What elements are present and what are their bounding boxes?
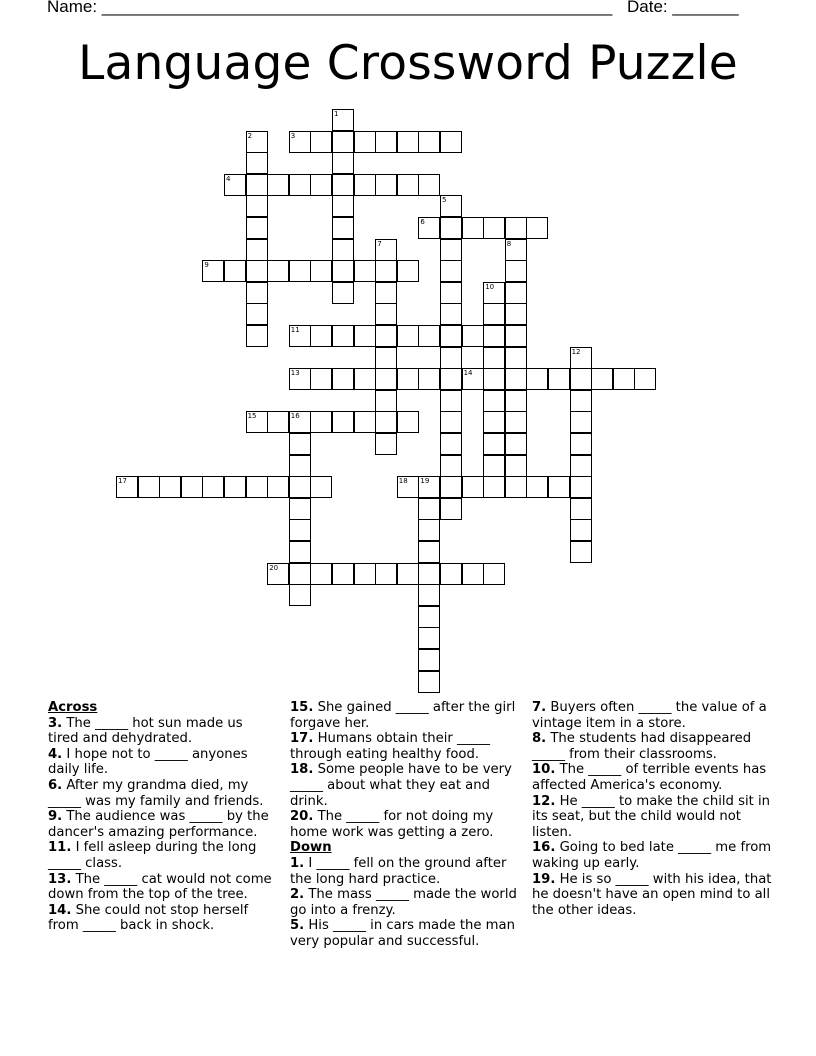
crossword-cell[interactable]	[505, 217, 527, 239]
clue-number-label: 5	[442, 196, 447, 205]
clue-across-20	[290, 809, 518, 840]
clue-text: The audience was _____ by the dancer's amazing performance.	[48, 809, 269, 840]
crossword-cell[interactable]	[354, 131, 376, 153]
crossword-cell[interactable]	[483, 325, 505, 347]
crossword-cell[interactable]	[418, 563, 440, 585]
clues-column-1	[48, 700, 273, 934]
crossword-cell[interactable]	[332, 260, 354, 282]
crossword-cell[interactable]	[267, 411, 289, 433]
clue-number-label: 11	[290, 326, 300, 334]
crossword-cell[interactable]	[418, 627, 440, 649]
clue-number-label: 7	[377, 239, 382, 248]
crossword-cell[interactable]	[397, 260, 419, 282]
crossword-cell[interactable]	[570, 347, 592, 369]
crossword-cell[interactable]	[332, 217, 354, 239]
crossword-cell[interactable]	[440, 411, 462, 433]
clue-number: 19.	[532, 871, 556, 887]
clue-number: 6.	[48, 777, 63, 793]
crossword-cell[interactable]	[570, 455, 592, 477]
crossword-cell[interactable]	[440, 433, 462, 455]
clue-down-5	[290, 918, 518, 949]
clue-number: 5.	[290, 918, 305, 934]
crossword-cell[interactable]	[375, 239, 397, 261]
clue-number-label: 13	[290, 369, 300, 378]
clue-down-2	[290, 887, 518, 918]
clue-number: 12.	[532, 793, 556, 809]
clue-text: I hope not to _____ anyones daily life.	[48, 746, 248, 778]
crossword-cell[interactable]	[246, 411, 268, 433]
crossword-cell[interactable]	[246, 174, 268, 196]
crossword-cell[interactable]	[440, 303, 462, 325]
clue-number-label: 8	[506, 239, 512, 248]
crossword-cell[interactable]	[246, 325, 268, 347]
clue-down-7	[532, 700, 772, 731]
crossword-cell[interactable]	[591, 368, 613, 390]
crossword-cell[interactable]	[310, 260, 332, 282]
crossword-cell[interactable]	[462, 325, 484, 347]
crossword-cell[interactable]	[526, 217, 548, 239]
crossword-cell[interactable]	[224, 260, 246, 282]
crossword-cell[interactable]	[462, 563, 484, 585]
crossword-cell[interactable]	[332, 563, 354, 585]
crossword-cell[interactable]	[375, 260, 397, 282]
clue-number: 9.	[48, 809, 63, 825]
clue-number: 4.	[48, 746, 63, 762]
crossword-cell[interactable]	[462, 368, 484, 390]
crossword-cell[interactable]	[246, 239, 268, 261]
crossword-cell[interactable]	[418, 671, 440, 693]
clue-down-16	[532, 840, 772, 871]
crossword-cell[interactable]	[418, 131, 440, 153]
clue-number-label: 12	[571, 347, 581, 356]
crossword-cell[interactable]	[246, 476, 268, 498]
crossword-cell[interactable]	[375, 325, 397, 347]
crossword-cell[interactable]	[289, 519, 311, 541]
clue-number: 14.	[48, 902, 72, 918]
crossword-cell[interactable]	[526, 476, 548, 498]
clue-text: The _____ of terrible events has affected America's economy.	[532, 762, 767, 793]
crossword-cell[interactable]	[246, 282, 268, 304]
crossword-cell[interactable]	[505, 303, 527, 325]
crossword-cell[interactable]	[332, 131, 354, 153]
crossword-cell[interactable]	[354, 260, 376, 282]
crossword-cell[interactable]	[418, 519, 440, 541]
crossword-cell[interactable]	[570, 519, 592, 541]
crossword-cell[interactable]	[483, 347, 505, 369]
crossword-cell[interactable]	[375, 411, 397, 433]
crossword-cell[interactable]	[440, 476, 462, 498]
crossword-cell[interactable]	[246, 217, 268, 239]
crossword-cell[interactable]	[483, 282, 505, 304]
clue-number: 3.	[48, 715, 63, 731]
crossword-cell[interactable]	[570, 541, 592, 563]
clue-number-label: 15	[247, 412, 257, 421]
crossword-cell[interactable]	[332, 368, 354, 390]
clue-number: 11.	[48, 840, 72, 856]
crossword-cell[interactable]	[397, 174, 419, 196]
clue-number-label: 3	[290, 131, 296, 140]
crossword-cell[interactable]	[332, 282, 354, 304]
clue-text: She could not stop herself from _____ back in shock.	[48, 902, 249, 934]
crossword-cell[interactable]	[418, 325, 440, 347]
clue-number: 18.	[290, 762, 314, 778]
clue-number: 8.	[532, 731, 547, 747]
crossword-cell[interactable]	[375, 303, 397, 325]
clue-number-label: 14	[463, 369, 473, 378]
crossword-cell[interactable]	[570, 368, 592, 390]
clue-text: He _____ to make the child sit in its seat, but the child would not listen.	[532, 793, 771, 840]
crossword-cell[interactable]	[289, 131, 311, 153]
clue-across-9	[48, 809, 273, 840]
clue-number: 20.	[290, 809, 314, 825]
crossword-cell[interactable]	[440, 239, 462, 261]
clue-across-17	[290, 731, 518, 762]
crossword-cell[interactable]	[224, 174, 246, 196]
crossword-cell[interactable]	[246, 260, 268, 282]
clues-column-2	[290, 700, 518, 950]
crossword-cell[interactable]	[289, 325, 311, 347]
crossword-cell[interactable]	[375, 174, 397, 196]
crossword-cell[interactable]	[289, 541, 311, 563]
crossword-cell[interactable]	[440, 325, 462, 347]
clue-number-label: 19	[420, 477, 430, 486]
crossword-cell[interactable]	[418, 476, 440, 498]
crossword-cell[interactable]	[440, 390, 462, 412]
clue-number: 13.	[48, 871, 72, 887]
crossword-cell[interactable]	[570, 476, 592, 498]
crossword-cell[interactable]	[505, 368, 527, 390]
crossword-cell[interactable]	[310, 174, 332, 196]
crossword-cell[interactable]	[483, 411, 505, 433]
clue-across-18	[290, 762, 518, 809]
crossword-cell[interactable]	[246, 303, 268, 325]
crossword-cell[interactable]	[462, 476, 484, 498]
clue-across-4	[48, 747, 273, 778]
crossword-cell[interactable]	[375, 433, 397, 455]
crossword-cell[interactable]	[440, 455, 462, 477]
clue-across-13	[48, 872, 273, 903]
crossword-cell[interactable]	[440, 282, 462, 304]
crossword-cell[interactable]	[116, 476, 138, 498]
crossword-cell[interactable]	[483, 563, 505, 585]
crossword-cell[interactable]	[397, 131, 419, 153]
crossword-cell[interactable]	[289, 433, 311, 455]
clue-number-label: 4	[226, 174, 231, 183]
crossword-cell[interactable]	[418, 606, 440, 628]
clue-down-12	[532, 794, 772, 841]
crossword-cell[interactable]	[440, 368, 462, 390]
crossword-cell[interactable]	[354, 563, 376, 585]
crossword-cell[interactable]	[570, 498, 592, 520]
crossword-cell[interactable]	[570, 390, 592, 412]
crossword-cell[interactable]	[440, 131, 462, 153]
crossword-cell[interactable]	[440, 498, 462, 520]
clue-number: 10.	[532, 762, 556, 778]
crossword-cell[interactable]	[267, 260, 289, 282]
clue-across-14	[48, 903, 273, 934]
clue-text: She gained _____ after the girl forgave her.	[290, 700, 516, 731]
crossword-cell[interactable]	[332, 152, 354, 174]
crossword-cell[interactable]	[397, 325, 419, 347]
clues-column-3	[532, 700, 772, 918]
crossword-cell[interactable]	[354, 325, 376, 347]
clue-across-11	[48, 840, 273, 871]
crossword-cell[interactable]	[202, 476, 224, 498]
crossword-cell[interactable]	[418, 174, 440, 196]
crossword-cell[interactable]	[505, 325, 527, 347]
crossword-cell[interactable]	[375, 368, 397, 390]
crossword-cell[interactable]	[505, 411, 527, 433]
crossword-cell[interactable]	[570, 433, 592, 455]
crossword-cell[interactable]	[310, 325, 332, 347]
crossword-cell[interactable]	[332, 174, 354, 196]
crossword-cell[interactable]	[483, 303, 505, 325]
name-field-label: Name: ______________________________________________________	[47, 0, 613, 16]
crossword-cell[interactable]	[570, 411, 592, 433]
clue-number: 7.	[532, 700, 547, 715]
crossword-cell[interactable]	[181, 476, 203, 498]
crossword-cell[interactable]	[354, 368, 376, 390]
crossword-cell[interactable]	[505, 239, 527, 261]
crossword-cell[interactable]	[310, 476, 332, 498]
crossword-cell[interactable]	[289, 455, 311, 477]
crossword-cell[interactable]	[418, 368, 440, 390]
crossword-cell[interactable]	[310, 411, 332, 433]
clue-text: He is so _____ with his idea, that he doesn't have an open mind to all the other ideas.	[532, 871, 772, 918]
crossword-cell[interactable]	[483, 476, 505, 498]
crossword-cell[interactable]	[138, 476, 160, 498]
clue-number-label: 9	[204, 261, 209, 270]
clue-number: 1.	[290, 855, 305, 871]
clue-number: 16.	[532, 840, 556, 856]
crossword-cell[interactable]	[483, 455, 505, 477]
crossword-cell[interactable]	[332, 325, 354, 347]
clue-text: The _____ for not doing my home work was getting a zero.	[290, 809, 494, 840]
crossword-cell[interactable]	[289, 260, 311, 282]
clue-text: The students had disappeared _____ from their classrooms.	[532, 731, 752, 762]
crossword-cell[interactable]	[246, 195, 268, 217]
crossword-cell[interactable]	[397, 563, 419, 585]
crossword-cell[interactable]	[246, 152, 268, 174]
crossword-cell[interactable]	[418, 498, 440, 520]
crossword-cell[interactable]	[483, 368, 505, 390]
clue-number-label: 18	[398, 477, 408, 486]
clue-text: I fell asleep during the long _____ class.	[48, 840, 257, 871]
clue-text: After my grandma died, my _____ was my family and friends.	[48, 777, 264, 809]
crossword-cell[interactable]	[440, 563, 462, 585]
clue-number-label: 6	[420, 218, 425, 226]
clue-number: 2.	[290, 887, 305, 903]
crossword-cell[interactable]	[310, 131, 332, 153]
crossword-cell[interactable]	[267, 563, 289, 585]
crossword-cell[interactable]	[202, 260, 224, 282]
crossword-cell[interactable]	[289, 368, 311, 390]
crossword-cell[interactable]	[418, 217, 440, 239]
clue-down-19	[532, 872, 772, 919]
crossword-cell[interactable]	[505, 390, 527, 412]
crossword-cell[interactable]	[246, 131, 268, 153]
crossword-cell[interactable]	[548, 476, 570, 498]
clue-number-label: 16	[290, 412, 300, 421]
clue-text: The mass _____ made the world go into a frenzy.	[290, 887, 517, 918]
clue-text: His _____ in cars made the man very popular and successful.	[290, 918, 515, 949]
crossword-cell[interactable]	[613, 368, 635, 390]
crossword-cell[interactable]	[375, 390, 397, 412]
clue-number: 15.	[290, 700, 314, 715]
crossword-cell[interactable]	[332, 195, 354, 217]
crossword-cell[interactable]	[289, 498, 311, 520]
clue-text: The _____ hot sun made us tired and dehydrated.	[48, 715, 243, 747]
clue-down-10	[532, 762, 772, 793]
crossword-cell[interactable]	[505, 476, 527, 498]
crossword-cell[interactable]	[418, 541, 440, 563]
crossword-cell[interactable]	[418, 584, 440, 606]
crossword-cell[interactable]	[397, 476, 419, 498]
crossword-cell[interactable]	[310, 368, 332, 390]
crossword-cell[interactable]	[505, 260, 527, 282]
crossword-cell[interactable]	[440, 195, 462, 217]
crossword-cell[interactable]	[267, 174, 289, 196]
crossword-cell[interactable]	[224, 476, 246, 498]
crossword-cell[interactable]	[440, 347, 462, 369]
crossword-cell[interactable]	[462, 217, 484, 239]
across-heading: Across	[48, 700, 98, 715]
clue-across-6	[48, 778, 273, 809]
clue-text: Going to bed late _____ me from waking up early.	[532, 840, 772, 871]
crossword-cell[interactable]	[505, 455, 527, 477]
clue-number-label: 20	[269, 563, 279, 572]
crossword-cell[interactable]	[505, 347, 527, 369]
crossword-cell[interactable]	[634, 368, 656, 390]
clue-number-label: 10	[485, 282, 495, 291]
clue-down-1	[290, 856, 518, 887]
crossword-cell[interactable]	[483, 217, 505, 239]
crossword-cell[interactable]	[332, 239, 354, 261]
crossword-cell[interactable]	[310, 563, 332, 585]
clue-down-8	[532, 731, 772, 762]
crossword-cell[interactable]	[505, 282, 527, 304]
crossword-cell[interactable]	[397, 411, 419, 433]
clue-number-label: 2	[247, 131, 253, 140]
clue-text: The _____ cat would not come down from the top of the tree.	[48, 871, 272, 903]
crossword-cell[interactable]	[397, 368, 419, 390]
clue-text: I _____ fell on the ground after the long hard practice.	[290, 855, 507, 887]
crossword-cell[interactable]	[289, 411, 311, 433]
crossword-cell[interactable]	[375, 347, 397, 369]
clue-text: Some people have to be very _____ about what they eat and drink.	[290, 762, 512, 809]
crossword-cell[interactable]	[289, 174, 311, 196]
date-field-label: Date: _______	[627, 0, 739, 16]
crossword-cell[interactable]	[354, 174, 376, 196]
crossword-cell[interactable]	[418, 649, 440, 671]
page-title: Language Crossword Puzzle	[78, 36, 738, 91]
crossword-cell[interactable]	[332, 109, 354, 131]
crossword-cell[interactable]	[375, 282, 397, 304]
crossword-cell[interactable]	[526, 368, 548, 390]
clue-number-label: 17	[118, 477, 127, 486]
crossword-cell[interactable]	[440, 217, 462, 239]
crossword-cell[interactable]	[375, 131, 397, 153]
crossword-cell[interactable]	[332, 411, 354, 433]
down-heading: Down	[290, 840, 332, 856]
clue-text: Buyers often _____ the value of a vintage item in a store.	[532, 700, 767, 731]
crossword-cell[interactable]	[267, 476, 289, 498]
crossword-cell[interactable]	[483, 390, 505, 412]
crossword-cell[interactable]	[289, 563, 311, 585]
crossword-cell[interactable]	[289, 584, 311, 606]
crossword-cell[interactable]	[440, 260, 462, 282]
crossword-cell[interactable]	[159, 476, 181, 498]
crossword-cell[interactable]	[354, 411, 376, 433]
crossword-cell[interactable]	[548, 368, 570, 390]
clue-number-label: 1	[334, 110, 339, 118]
clue-across-3	[48, 716, 273, 747]
clue-across-15	[290, 700, 518, 731]
clue-text: Humans obtain their _____ through eating healthy food.	[290, 731, 490, 762]
crossword-cell[interactable]	[289, 476, 311, 498]
clue-number: 17.	[290, 731, 314, 747]
crossword-cell[interactable]	[505, 433, 527, 455]
crossword-cell[interactable]	[483, 433, 505, 455]
crossword-cell[interactable]	[375, 563, 397, 585]
